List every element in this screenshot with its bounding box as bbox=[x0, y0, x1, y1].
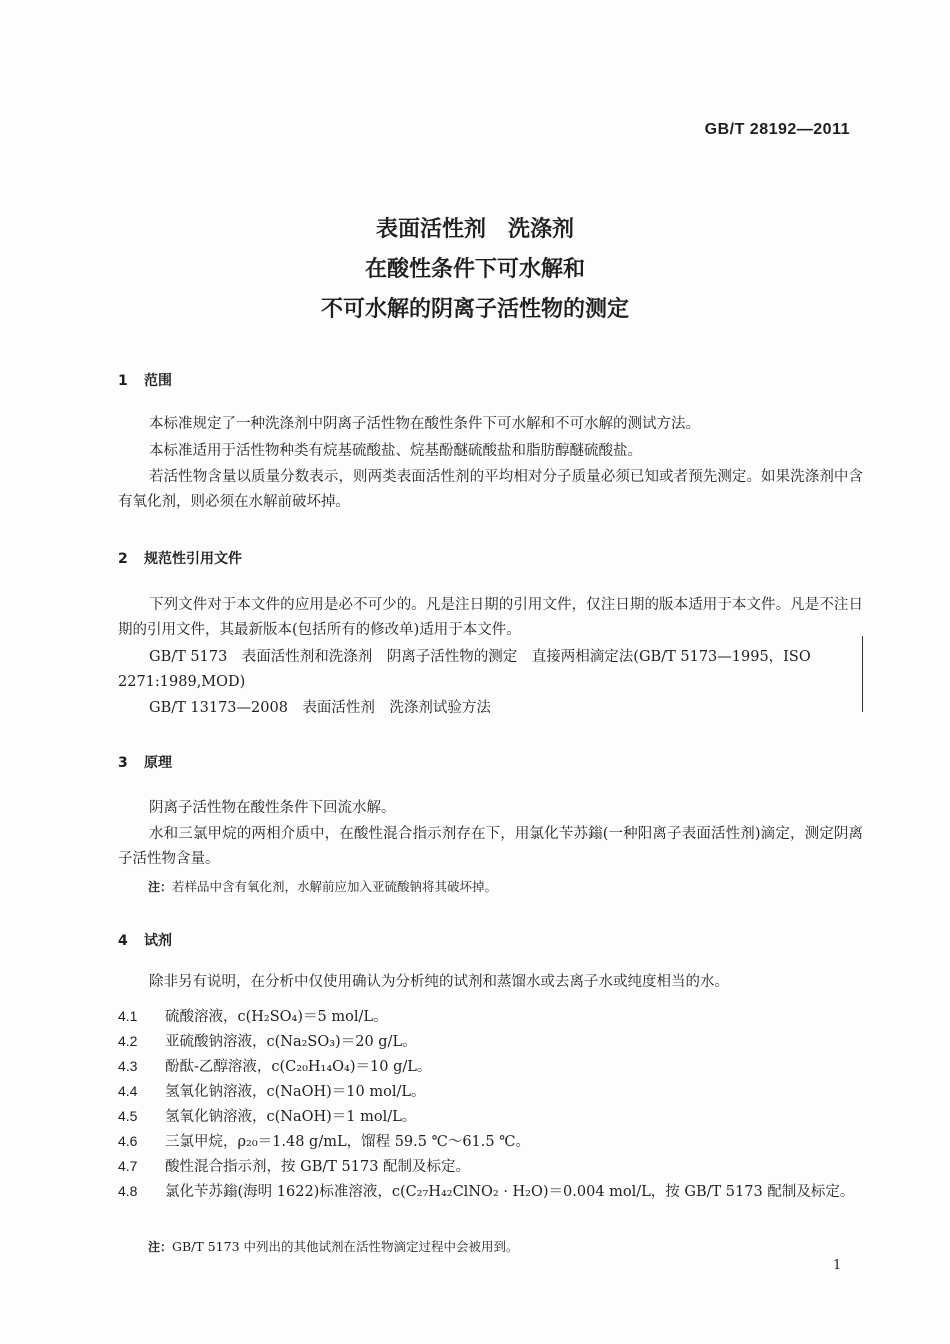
section-2-heading bbox=[118, 548, 242, 568]
section-1-para-2: 本标准适用于活性物种类有烷基硫酸盐、烷基酚醚硫酸盐和脂肪醇醚硫酸盐。 bbox=[149, 443, 642, 459]
item-text: 酚酞-乙醇溶液，c(C₂₀H₁₄O₄)＝10 g/L。 bbox=[165, 1059, 432, 1075]
title-line-1: 表面活性剂 洗涤剂 bbox=[375, 217, 574, 242]
item-number: 4.6 bbox=[118, 1133, 138, 1149]
reagent-item bbox=[118, 1004, 863, 1030]
item-number: 4.2 bbox=[118, 1033, 138, 1049]
section-1-para-3: 若活性物含量以质量分数表示，则两类表面活性剂的平均相对分子质量必须已知或者预先测定。如果洗涤剂中含有氧化剂，则必须在水解前破坏掉。 bbox=[118, 469, 863, 510]
reference-gbt-5173: GB/T 5173 表面活性剂和洗涤剂 阴离子活性物的测定 直接两相滴定法(GB/T 5173—1995，ISO 2271:1989,MOD) bbox=[118, 649, 811, 690]
reagent-item bbox=[118, 1029, 863, 1055]
item-text: 氯化苄苏鎓(海明 1622)标准溶液，c(C₂₇H₄₂ClNO₂ · H₂O)＝0.004 mol/L，按 GB/T 5173 配制及标定。 bbox=[165, 1184, 855, 1200]
reagent-item bbox=[118, 1104, 863, 1130]
item-number: 4.8 bbox=[118, 1183, 138, 1199]
section-title: 范围 bbox=[144, 373, 172, 389]
section-2-para-1: 下列文件对于本文件的应用是必不可少的。凡是注日期的引用文件，仅注日期的版本适用于本文件。凡是不注日期的引用文件，其最新版本(包括所有的修改单)适用于本文件。 bbox=[118, 597, 863, 638]
section-1-para-1: 本标准规定了一种洗涤剂中阴离子活性物在酸性条件下可水解和不可水解的测试方法。 bbox=[149, 416, 700, 432]
section-3-note bbox=[148, 877, 497, 895]
reagent-item bbox=[118, 1154, 863, 1180]
section-1-heading bbox=[118, 370, 172, 390]
section-title: 规范性引用文件 bbox=[144, 551, 242, 567]
item-text: 酸性混合指示剂，按 GB/T 5173 配制及标定。 bbox=[165, 1159, 471, 1175]
section-4-intro: 除非另有说明，在分析中仅使用确认为分析纯的试剂和蒸馏水或去离子水或纯度相当的水。 bbox=[149, 974, 729, 990]
section-3-heading bbox=[118, 752, 172, 772]
section-4-heading bbox=[118, 930, 172, 950]
item-number: 4.7 bbox=[118, 1158, 138, 1174]
document-title bbox=[0, 210, 950, 330]
reagent-item bbox=[118, 1054, 863, 1080]
item-number: 4.1 bbox=[118, 1008, 138, 1024]
item-text: 亚硫酸钠溶液，c(Na₂SO₃)＝20 g/L。 bbox=[165, 1034, 417, 1050]
item-number: 4.3 bbox=[118, 1058, 138, 1074]
reagent-item bbox=[118, 1179, 863, 1205]
note-label: 注： bbox=[148, 880, 173, 894]
section-number: 3 bbox=[118, 755, 128, 771]
note-label: 注： bbox=[148, 1240, 173, 1254]
standard-code: GB/T 28192—2011 bbox=[704, 121, 850, 138]
reference-gbt-13173: GB/T 13173—2008 表面活性剂 洗涤剂试验方法 bbox=[149, 700, 491, 716]
note-text: 若样品中含有氧化剂，水解前应加入亚硫酸钠将其破坏掉。 bbox=[172, 879, 498, 894]
item-number: 4.5 bbox=[118, 1108, 138, 1124]
section-4-note bbox=[148, 1237, 519, 1255]
title-line-2: 在酸性条件下可水解和 bbox=[364, 257, 585, 282]
item-number: 4.4 bbox=[118, 1083, 138, 1099]
reagent-item bbox=[118, 1129, 863, 1155]
item-text: 三氯甲烷，ρ₂₀＝1.48 g/mL，馏程 59.5 ℃～61.5 ℃。 bbox=[165, 1134, 530, 1150]
item-text: 氢氧化钠溶液，c(NaOH)＝1 mol/L。 bbox=[165, 1109, 417, 1125]
margin-line bbox=[862, 636, 863, 712]
section-number: 2 bbox=[118, 551, 128, 567]
title-line-3: 不可水解的阴离子活性物的测定 bbox=[320, 297, 629, 322]
note-text: GB/T 5173 中列出的其他试剂在活性物滴定过程中会被用到。 bbox=[172, 1239, 519, 1254]
section-title: 试剂 bbox=[144, 933, 172, 949]
section-3-para-1: 阴离子活性物在酸性条件下回流水解。 bbox=[149, 800, 396, 816]
reagent-item bbox=[118, 1079, 863, 1105]
section-title: 原理 bbox=[144, 755, 172, 771]
section-3-para-2: 水和三氯甲烷的两相介质中，在酸性混合指示剂存在下，用氯化苄苏鎓(一种阳离子表面活性剂)滴定，测定阴离子活性物含量。 bbox=[118, 826, 863, 867]
page-number: 1 bbox=[833, 1258, 842, 1273]
item-text: 氢氧化钠溶液，c(NaOH)＝10 mol/L。 bbox=[165, 1084, 426, 1100]
item-text: 硫酸溶液，c(H₂SO₄)＝5 mol/L。 bbox=[165, 1009, 388, 1025]
section-number: 1 bbox=[118, 373, 128, 389]
section-number: 4 bbox=[118, 933, 128, 949]
